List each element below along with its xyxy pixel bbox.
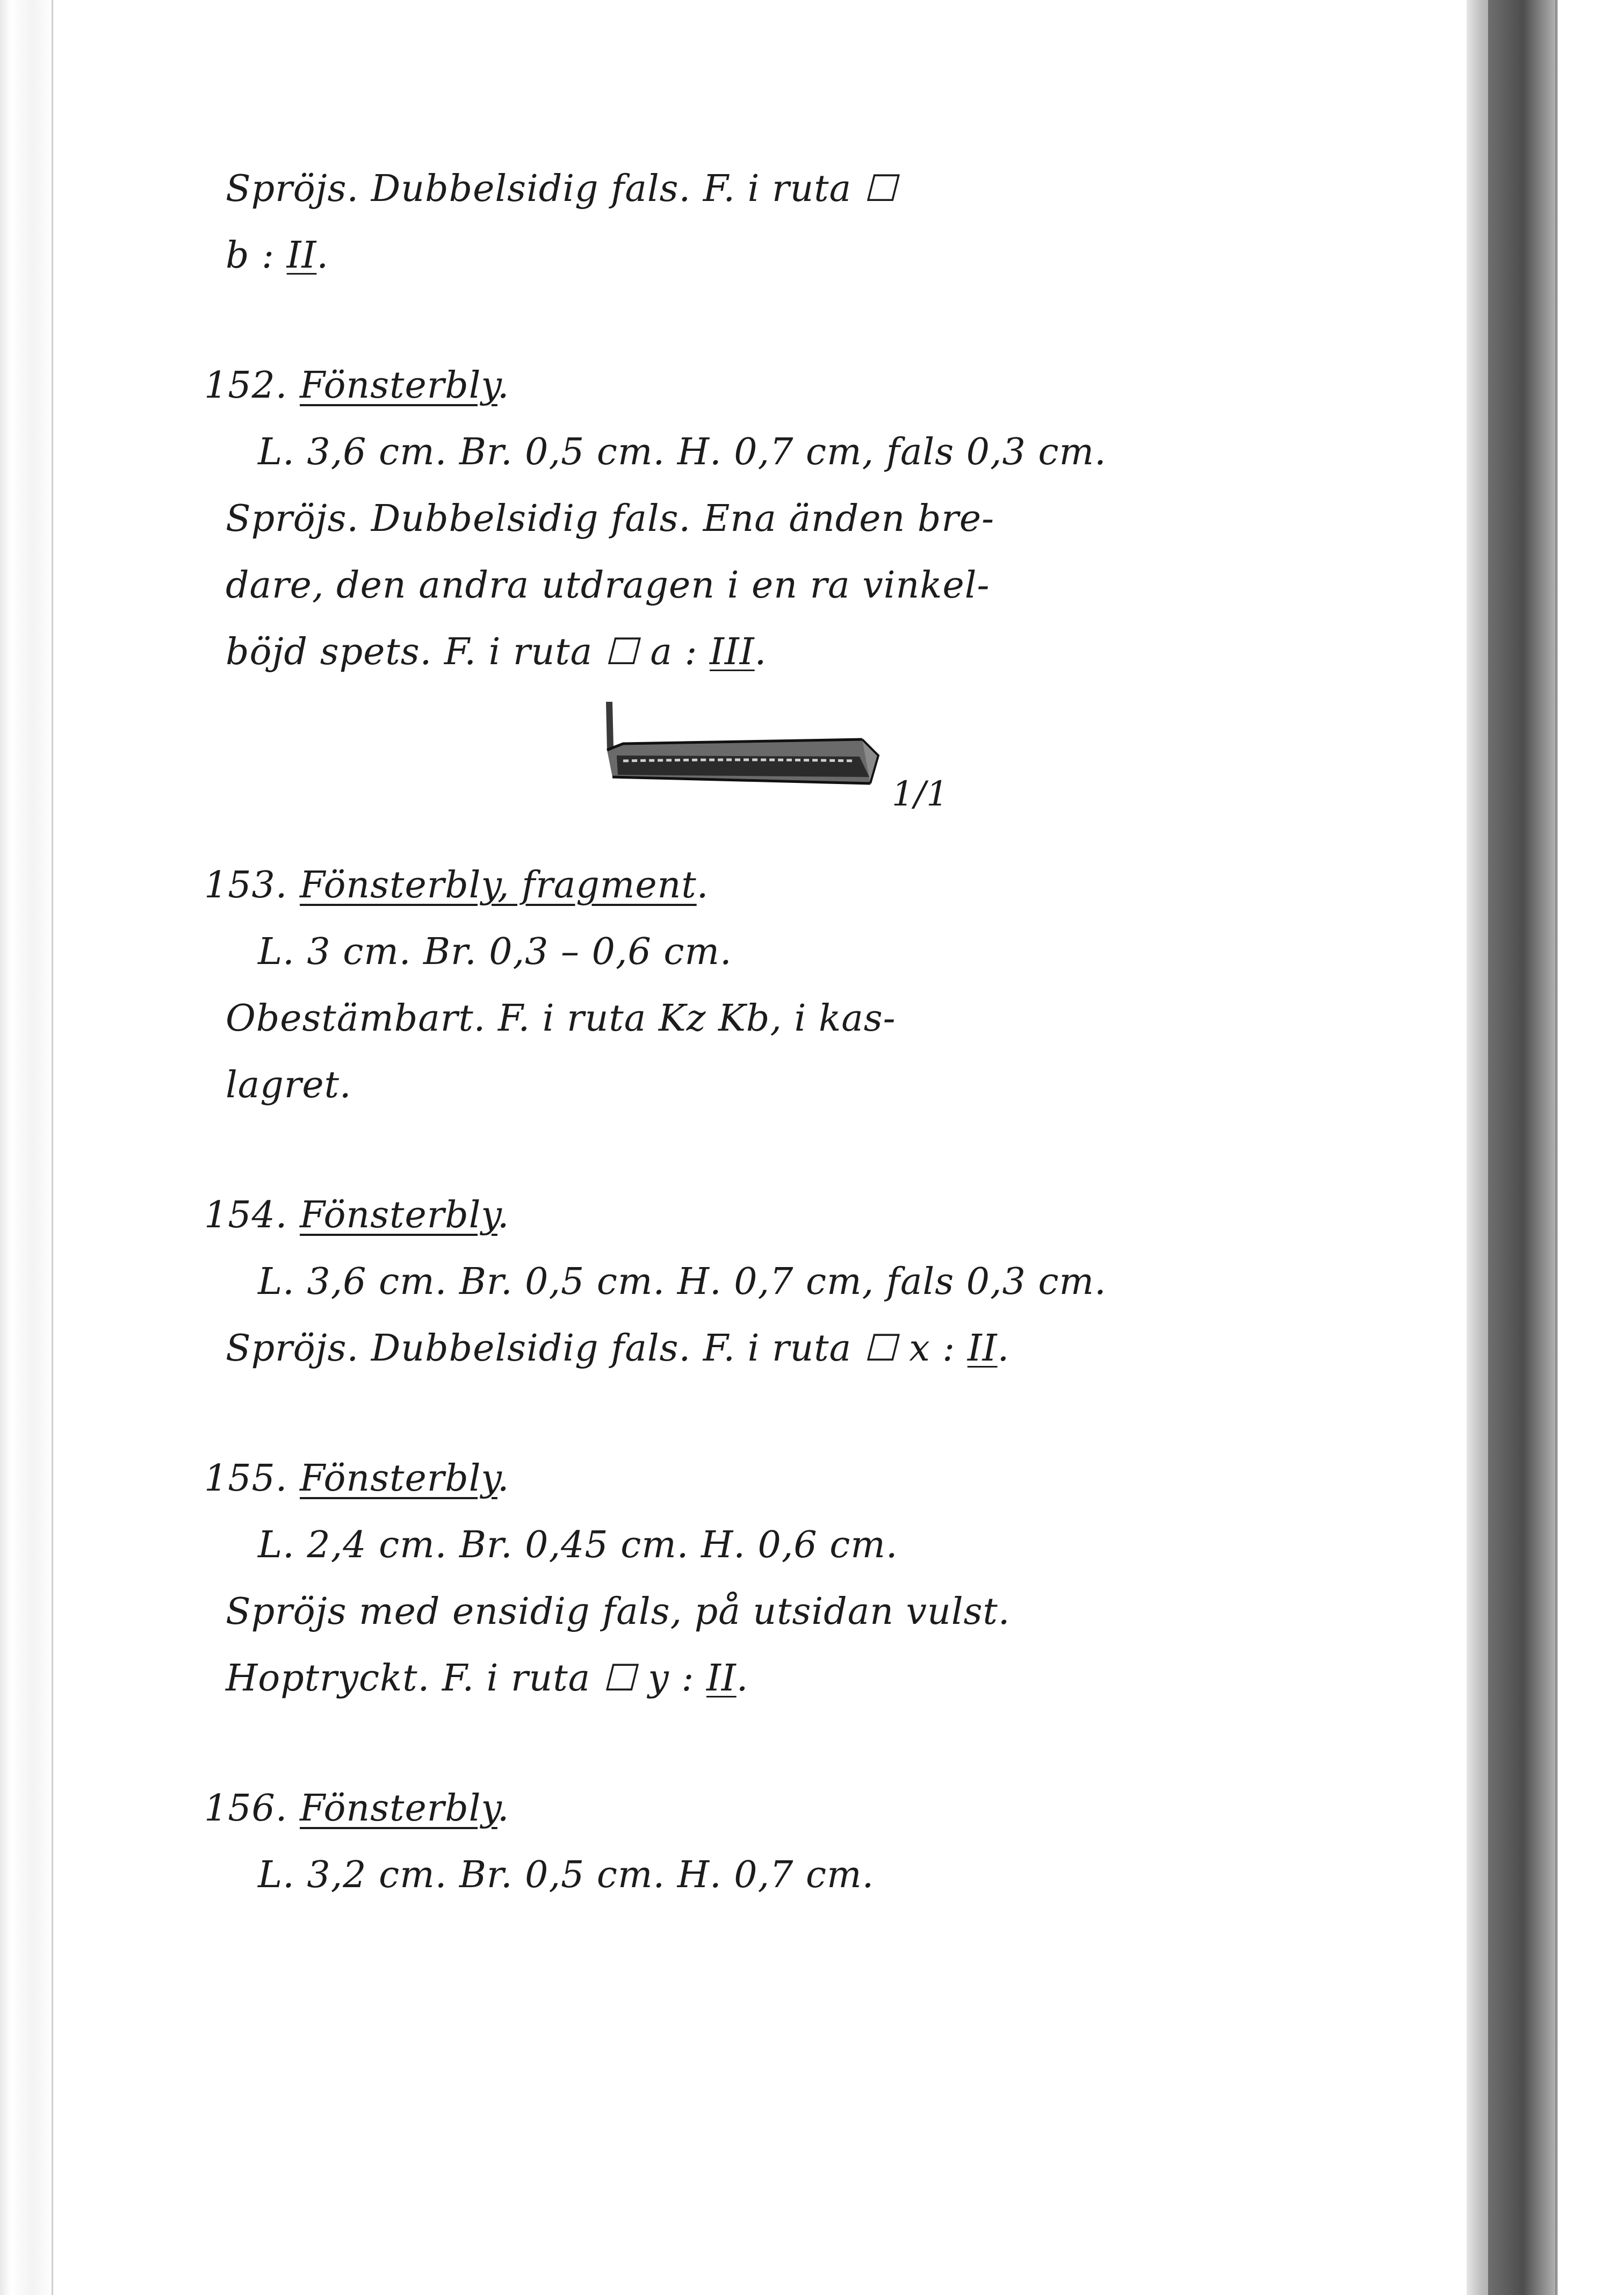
scale-label: 1/1 [892, 774, 949, 814]
entry-line: Hoptryckt. F. i ruta ☐ y : II. [226, 1657, 749, 1700]
entry-line: L. 3 cm. Br. 0,3 – 0,6 cm. [258, 931, 732, 973]
entry-number: 156. [204, 1787, 288, 1830]
entry-heading: 155. Fönsterbly. [226, 1445, 1440, 1512]
entry-number: 155. [204, 1457, 288, 1500]
window-lead-drawing [591, 696, 892, 820]
entry-number: 153. [204, 864, 288, 907]
intro-line-2: b : II. [226, 234, 329, 277]
roman-numeral: II [967, 1327, 998, 1370]
entry-line: L. 3,6 cm. Br. 0,5 cm. H. 0,7 cm, fals 0,3 cm. [258, 1261, 1107, 1303]
entry-line: Spröjs. Dubbelsidig fals. Ena änden bre- [226, 498, 995, 540]
entry-line: L. 2,4 cm. Br. 0,45 cm. H. 0,6 cm. [258, 1524, 898, 1566]
entry-line: Obestämbart. F. i ruta Kz Kb, i kas- [226, 997, 896, 1040]
roman-numeral: III [710, 631, 755, 673]
intro-line-1: Spröjs. Dubbelsidig fals. F. i ruta ☐ [226, 168, 897, 210]
handwritten-text [204, 156, 1440, 1909]
page-edge-left [0, 0, 59, 2295]
entry-line: L. 3,6 cm. Br. 0,5 cm. H. 0,7 cm, fals 0,3 cm. [258, 431, 1107, 473]
binding-edge-line [1555, 0, 1557, 2295]
entry-156 [204, 1775, 1440, 1909]
entry-heading: 154. Fönsterbly. [226, 1182, 1440, 1249]
entry-153 [204, 852, 1440, 1119]
entry-line: böjd spets. F. i ruta ☐ a : III. [226, 631, 767, 673]
entry-title: Fönsterbly [300, 1457, 497, 1500]
entry-heading: 153. Fönsterbly, fragment. [226, 852, 1440, 919]
entry-heading: 156. Fönsterbly. [226, 1775, 1440, 1842]
entry-heading: 152. Fönsterbly. [226, 352, 1440, 419]
entry-line: Spröjs. Dubbelsidig fals. F. i ruta ☐ x : II. [226, 1327, 1010, 1370]
window-lead-sketch [226, 696, 1440, 820]
entry-number: 152. [204, 364, 288, 407]
entry-line: Spröjs med ensidig fals, på utsidan vulst. [226, 1591, 1011, 1633]
entry-155 [204, 1445, 1440, 1712]
entry-title: Fönsterbly [300, 1194, 497, 1236]
entry-line: dare, den andra utdragen i en ra vinkel- [226, 564, 990, 607]
entry-154 [204, 1182, 1440, 1382]
roman-numeral: II [706, 1657, 737, 1700]
entry-title: Fönsterbly, fragment [300, 864, 697, 907]
entry-line: lagret. [226, 1064, 352, 1106]
roman-numeral: II [286, 234, 317, 277]
entry-line: L. 3,2 cm. Br. 0,5 cm. H. 0,7 cm. [258, 1854, 875, 1896]
book-binding [1488, 0, 1558, 2295]
entry-152 [204, 352, 1440, 820]
entry-title: Fönsterbly [300, 364, 497, 407]
entry-title: Fönsterbly [300, 1787, 497, 1830]
entry-number: 154. [204, 1194, 288, 1236]
